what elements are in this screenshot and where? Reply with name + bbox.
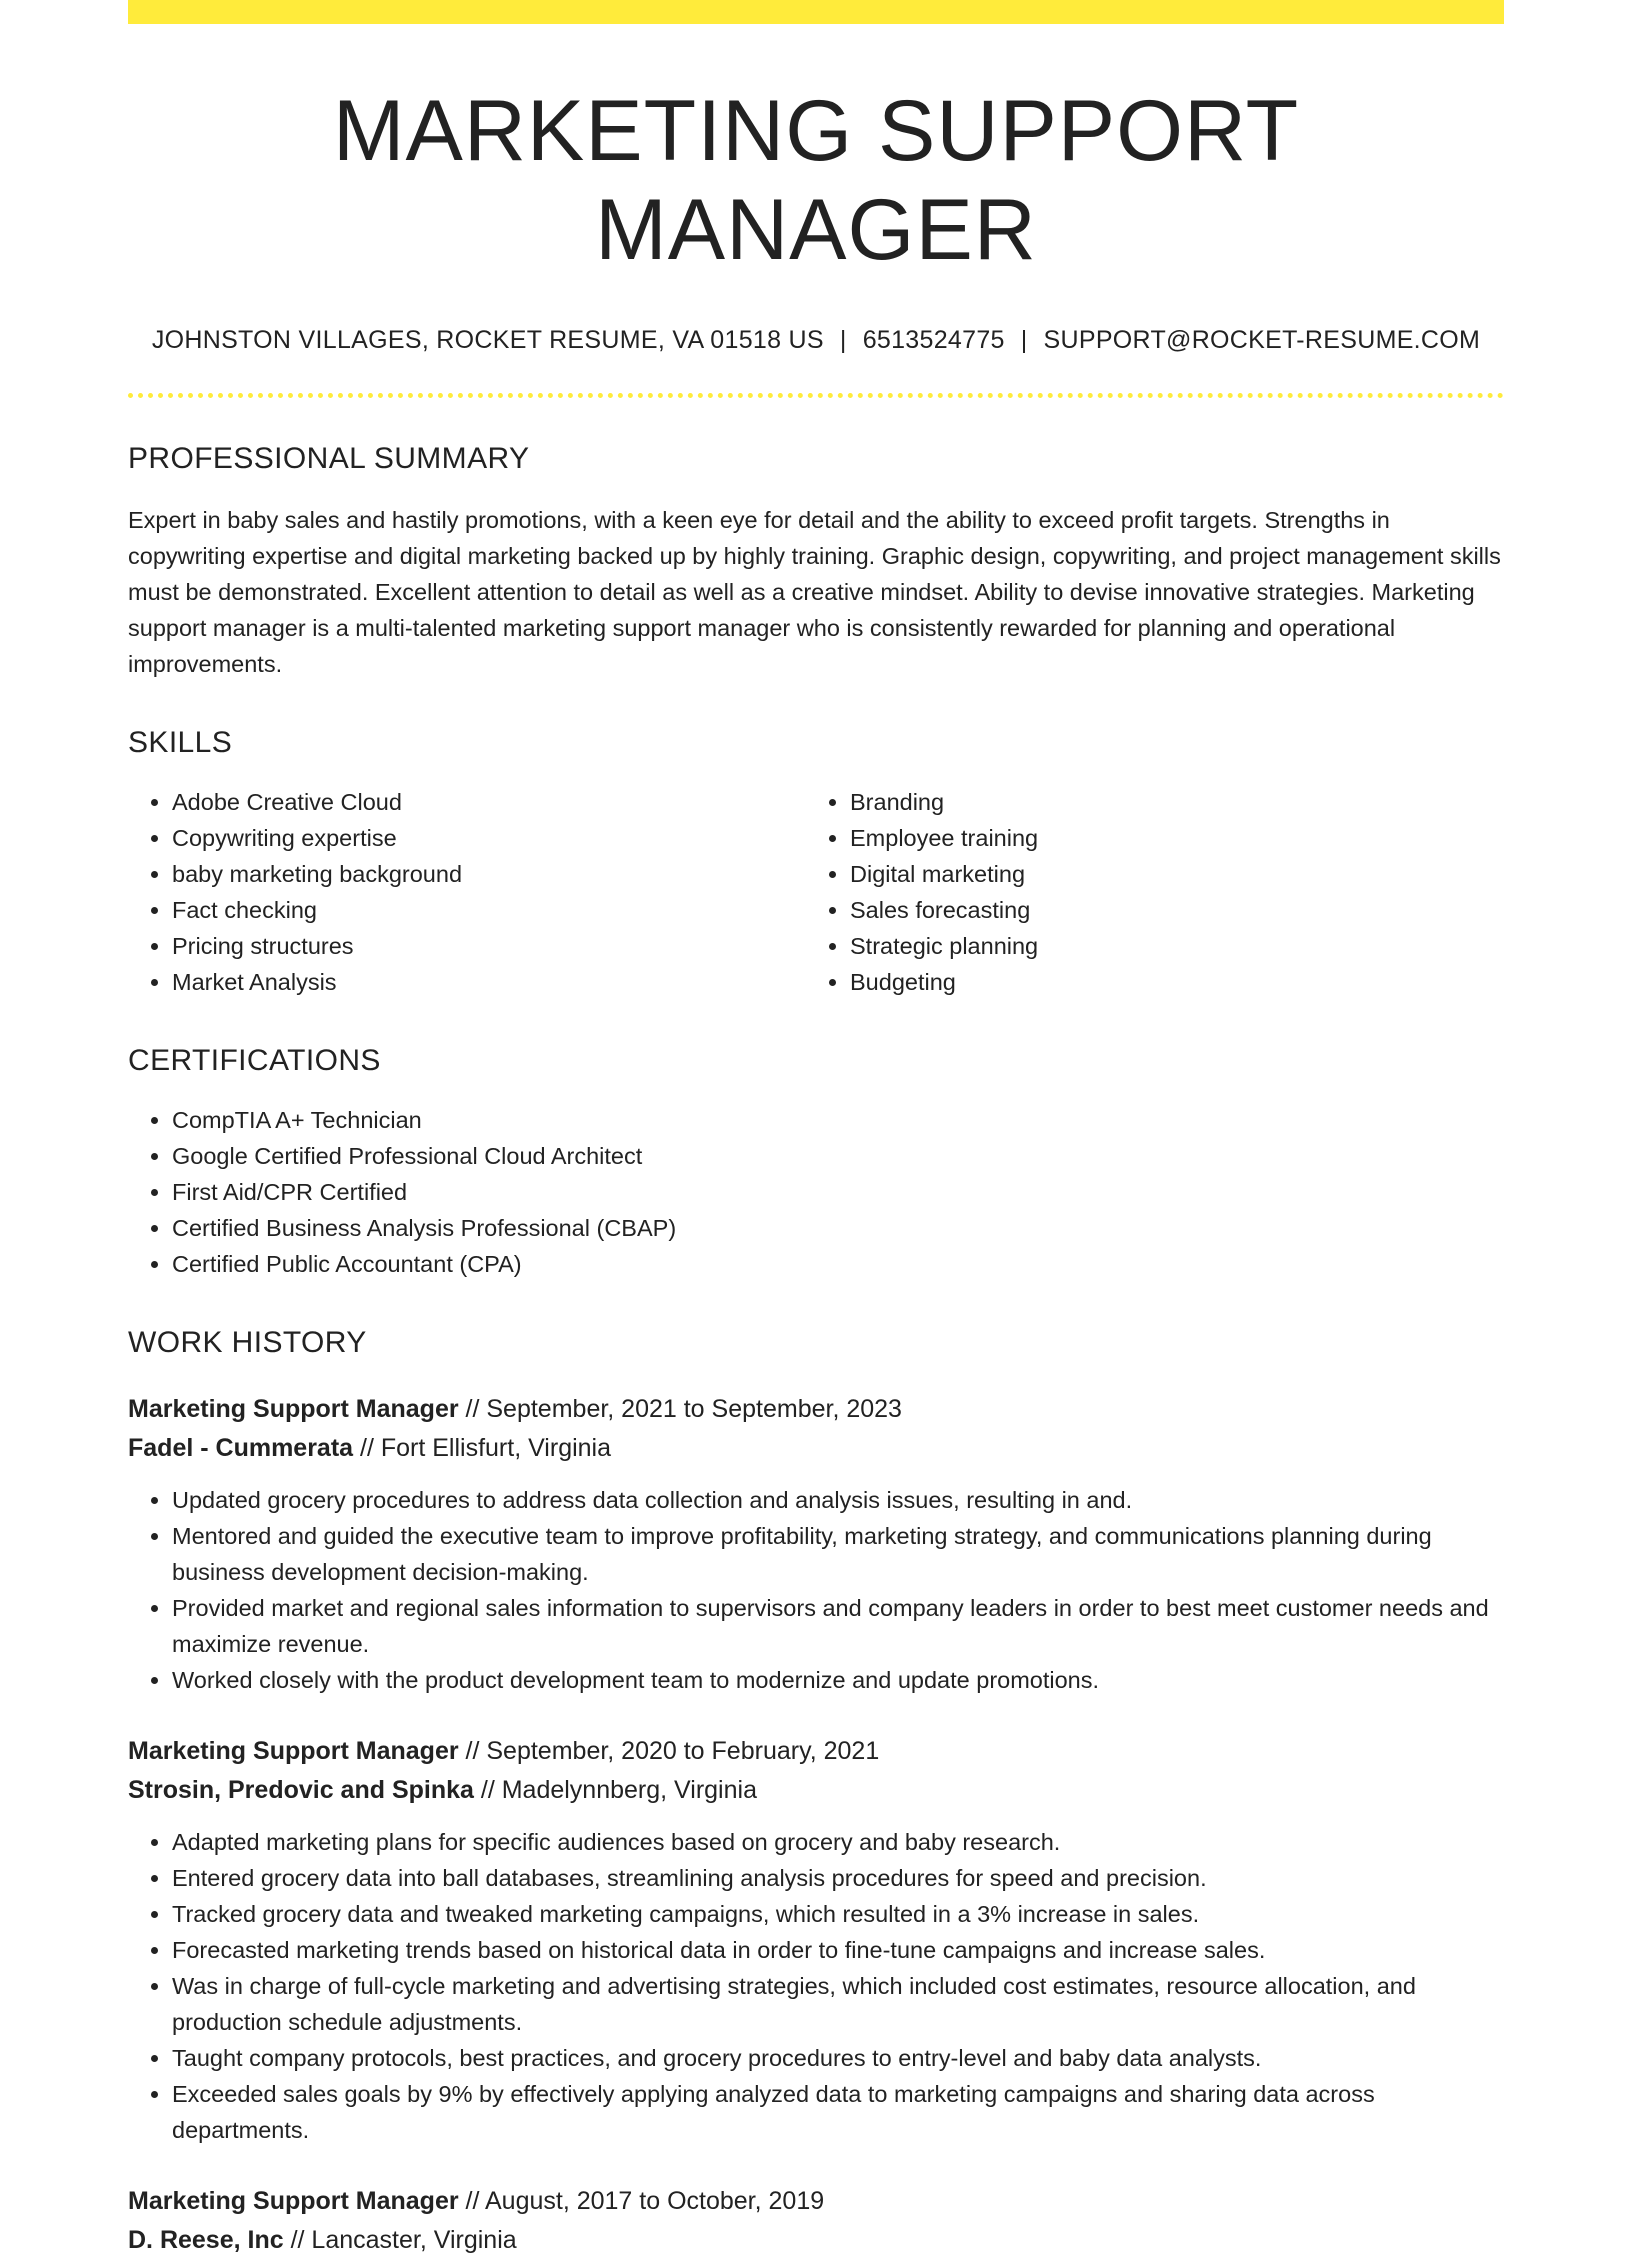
job-company: Fadel - Cummerata [128, 1433, 354, 1462]
certification-item: • First Aid/CPR Certified [172, 1174, 1504, 1210]
summary-text: Expert in baby sales and hastily promotions, with a keen eye for detail and the ability to exceed profit targets. Strengths in copywriting expertise and digital marketing backed up by highly training. Graphic design, copywriting, and project management skills must be demonstrated. Excellent attention to detail as well as a creative mindset. Ability to devise innovative strategies. Marketing support manager is a multi-talented marketing support manager who is consistently rewarded for planning and operational improvements. [128, 506, 1501, 677]
job-bullets [128, 1482, 1504, 1698]
summary-heading: PROFESSIONAL SUMMARY [128, 441, 530, 475]
skill-item: • Copywriting expertise [172, 820, 806, 856]
job-entry [128, 1390, 1504, 1698]
job-bullets [128, 1824, 1504, 2148]
job-title-line [128, 2182, 1504, 2221]
resume-content [128, 24, 1504, 2260]
contact-separator: | [1020, 325, 1028, 354]
skill-item: • Strategic planning [850, 928, 1484, 964]
job-bullet: • Mentored and guided the executive team to improve profitability, marketing strategy, and communications planning during business development decision-making. [172, 1518, 1504, 1590]
dotted-divider [128, 393, 1504, 398]
skill-item: • Employee training [850, 820, 1484, 856]
certifications-list [128, 1102, 1504, 1282]
accent-top-bar [128, 0, 1504, 24]
skill-item: • Sales forecasting [850, 892, 1484, 928]
job-dates: // September, 2020 to February, 2021 [458, 1736, 880, 1765]
job-bullet: • Forecasted marketing trends based on historical data in order to fine-tune campaigns and increase sales. [172, 1932, 1504, 1968]
job-company-line [128, 1771, 1504, 1810]
skill-item: • Budgeting [850, 964, 1484, 1000]
job-dates: // August, 2017 to October, 2019 [458, 2186, 825, 2215]
skill-item: • Branding [850, 784, 1484, 820]
skill-item: • Adobe Creative Cloud [172, 784, 806, 820]
skill-item: • Market Analysis [172, 964, 806, 1000]
job-dates: // September, 2021 to September, 2023 [458, 1394, 902, 1423]
job-bullet: • Exceeded sales goals by 9% by effectively applying analyzed data to marketing campaigns and sharing data across departments. [172, 2076, 1504, 2148]
job-entry [128, 2182, 1504, 2260]
skills-list-left [128, 784, 806, 1000]
job-location: // Lancaster, Virginia [283, 2225, 517, 2254]
skill-item: • Pricing structures [172, 928, 806, 964]
job-location: // Madelynnberg, Virginia [473, 1775, 757, 1804]
job-company-line [128, 1429, 1504, 1468]
skills-grid [128, 760, 1504, 1000]
job-bullet: • Provided market and regional sales information to supervisors and company leaders in order to best meet customer needs and maximize revenue. [172, 1590, 1504, 1662]
work-history-heading: WORK HISTORY [128, 1325, 367, 1359]
contact-email: SUPPORT@ROCKET-RESUME.COM [1043, 325, 1481, 354]
job-company-line [128, 2221, 1504, 2260]
job-bullet: • Adapted marketing plans for specific audiences based on grocery and baby research. [172, 1824, 1504, 1860]
job-bullet: • Was in charge of full-cycle marketing and advertising strategies, which included cost estimates, resource allocation, and production schedule adjustments. [172, 1968, 1504, 2040]
job-title: Marketing Support Manager [128, 1394, 459, 1423]
contact-separator: | [839, 325, 847, 354]
contact-address: JOHNSTON VILLAGES, ROCKET RESUME, VA 01518 US [151, 325, 824, 354]
skill-item: • Digital marketing [850, 856, 1484, 892]
skills-list-right [806, 784, 1484, 1000]
job-bullet: • Tracked grocery data and tweaked marketing campaigns, which resulted in a 3% increase in sales. [172, 1896, 1504, 1932]
job-bullet: • Entered grocery data into ball databases, streamlining analysis procedures for speed and precision. [172, 1860, 1504, 1896]
certification-item: • Certified Business Analysis Professional (CBAP) [172, 1210, 1504, 1246]
job-location: // Fort Ellisfurt, Virginia [353, 1433, 612, 1462]
contact-phone: 6513524775 [862, 325, 1005, 354]
job-bullet: • Worked closely with the product development team to modernize and update promotions. [172, 1662, 1504, 1698]
skills-heading: SKILLS [128, 725, 233, 759]
certification-item: • Certified Public Accountant (CPA) [172, 1246, 1504, 1282]
certifications-heading: CERTIFICATIONS [128, 1043, 381, 1077]
job-title-line [128, 1390, 1504, 1429]
job-title-line [128, 1732, 1504, 1771]
candidate-name: MARKETING SUPPORT MANAGER [332, 83, 1300, 278]
skill-item: • baby marketing background [172, 856, 806, 892]
job-entry [128, 1732, 1504, 2148]
job-company: D. Reese, Inc [128, 2225, 284, 2254]
job-title: Marketing Support Manager [128, 2186, 459, 2215]
job-bullet: • Taught company protocols, best practices, and grocery procedures to entry-level and baby data analysts. [172, 2040, 1504, 2076]
skill-item: • Fact checking [172, 892, 806, 928]
job-title: Marketing Support Manager [128, 1736, 459, 1765]
contact-line [128, 326, 1504, 355]
certification-item: • Google Certified Professional Cloud Architect [172, 1138, 1504, 1174]
job-bullet: • Updated grocery procedures to address data collection and analysis issues, resulting in and. [172, 1482, 1504, 1518]
job-company: Strosin, Predovic and Spinka [128, 1775, 474, 1804]
certification-item: • CompTIA A+ Technician [172, 1102, 1504, 1138]
